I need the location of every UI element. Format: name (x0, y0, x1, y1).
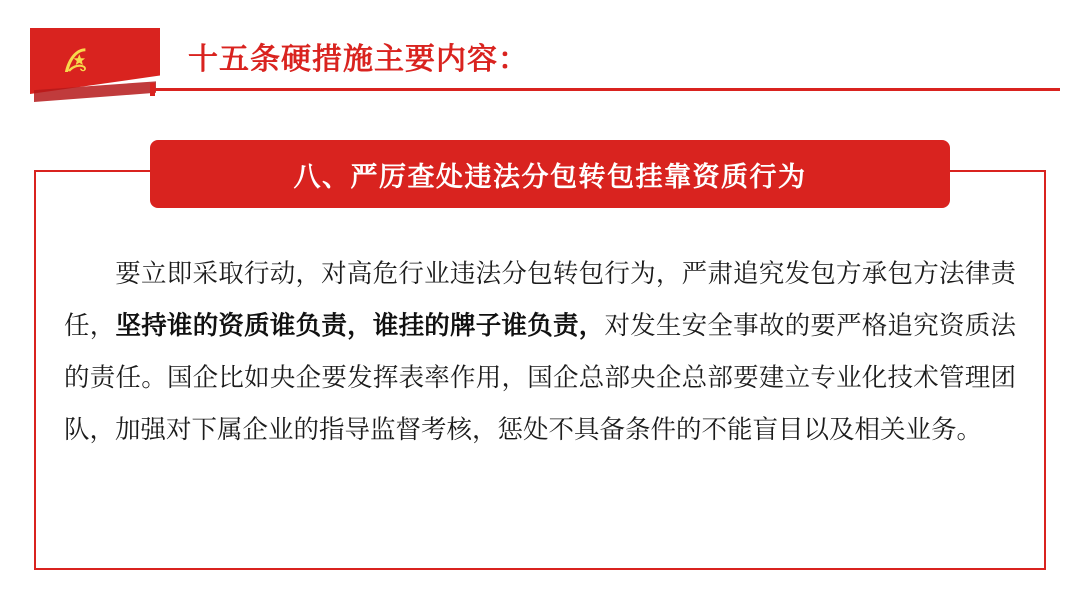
paragraph-emphasis: 坚持谁的资质谁负责，谁挂的牌子谁负责， (115, 312, 605, 340)
paragraph-part-2: 对发生安全事故的要严格追究资质法的责任。国企比如央企要发挥表率作用，国企总部央企总部要建立专业化技术管理团队，加强对下属企业的指导监督考核，惩处不具备条件的不能盲目以及相关业务。 (64, 312, 1016, 444)
body-paragraph (64, 248, 1016, 456)
paragraph-part-1: 要立即采取行动，对高危行业违法分包转包行为，严肃追究发包方承包方法律责任， (64, 260, 1016, 340)
page-title: 十五条硬措施主要内容： (188, 43, 529, 76)
header-divider (150, 88, 1060, 91)
page-header (0, 0, 1080, 112)
party-emblem-icon (56, 42, 102, 82)
section-banner-label: 八、严厉查处违法分包转包挂靠资质行为 (293, 161, 807, 192)
red-flag-icon (30, 28, 166, 100)
section-banner (150, 140, 950, 208)
